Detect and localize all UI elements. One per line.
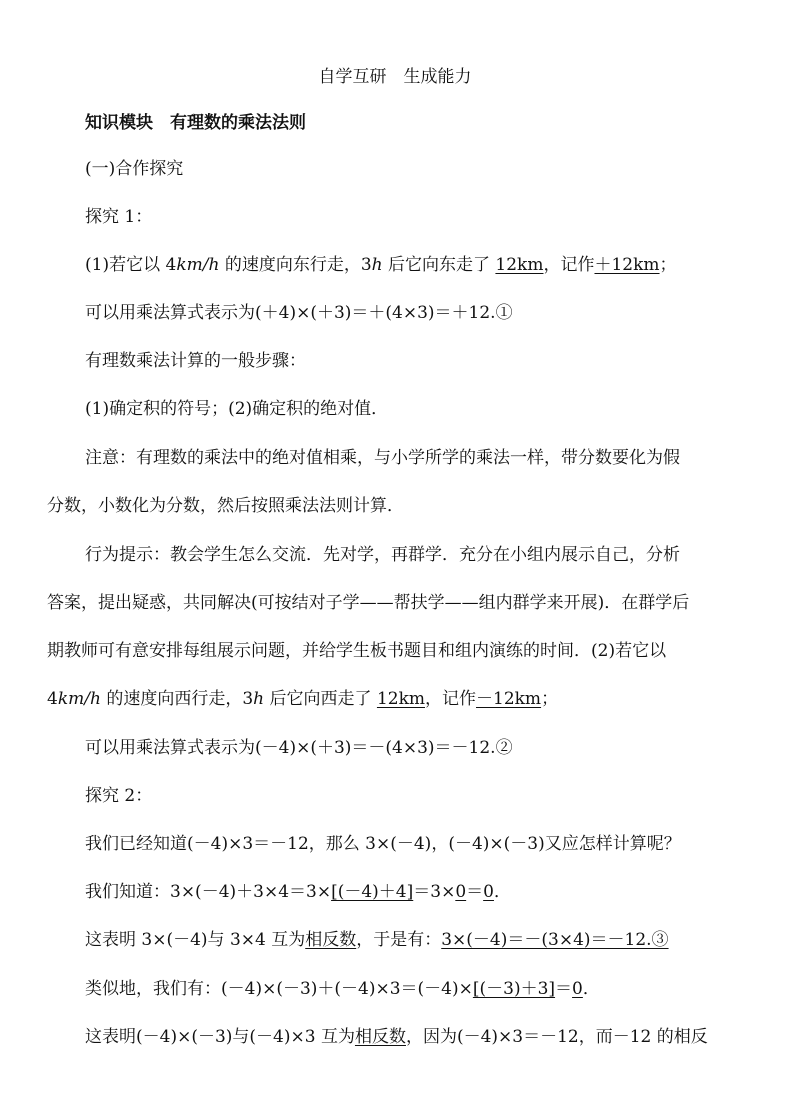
steps-intro: 有理数乘法计算的一般步骤： xyxy=(85,351,306,371)
explore2-label: 探究 2： xyxy=(85,786,153,806)
page-title: 自学互研 生成能力 xyxy=(318,67,472,87)
answer-blank: [(－4)＋4] xyxy=(331,882,414,902)
tip-paragraph-line: 行为提示：教会学生怎么交流．先对学，再群学．充分在小组内展示自己，分析 xyxy=(85,545,680,565)
answer-blank: ＋12km xyxy=(594,255,660,275)
explore2-question: 我们已经知道(－4)×3＝－12，那么 3×(－4)，(－4)×(－3)又应怎样计算呢？ xyxy=(85,834,681,854)
explore1-question1: (1)若它以 4km/h 的速度向东行走，3h 后它向东走了 12km，记作＋12km； xyxy=(85,255,677,275)
answer-blank: 0 xyxy=(455,882,467,902)
section-heading: (一)合作探究 xyxy=(85,159,184,179)
tip-paragraph-line: 期教师可有意安排每组展示问题，并给学生板书题目和组内演练的时间．(2)若它以 xyxy=(47,641,667,661)
explore1-label: 探究 1： xyxy=(85,207,153,227)
formula-2: 可以用乘法算式表示为(－4)×(＋3)＝－(4×3)＝－12.② xyxy=(85,738,513,758)
explore2-shows1: 这表明 3×(－4)与 3×4 互为相反数，于是有：3×(－4)＝－(3×4)＝－12.③ xyxy=(85,930,669,950)
note-paragraph-line: 注意：有理数的乘法中的绝对值相乘，与小学所学的乘法一样，带分数要化为假 xyxy=(85,448,680,468)
answer-blank: 12km xyxy=(495,255,544,275)
answer-blank: 相反数 xyxy=(354,1027,406,1047)
answer-blank: [(－3)＋3] xyxy=(472,979,556,999)
steps-text: (1)确定积的符号；(2)确定积的绝对值． xyxy=(85,399,389,419)
note-paragraph-line: 分数，小数化为分数，然后按照乘法法则计算． xyxy=(47,496,404,516)
explore1-question2: 4km/h 的速度向西行走，3h 后它向西走了 12km，记作－12km； xyxy=(47,689,559,709)
answer-blank: 0 xyxy=(572,979,583,999)
tip-paragraph-line: 答案，提出疑惑，共同解决(可按结对子学——帮扶学——组内群学来开展)．在群学后 xyxy=(47,593,690,613)
answer-blank: 12km xyxy=(376,689,425,709)
answer-blank: 0 xyxy=(483,882,494,902)
module-heading: 知识模块 有理数的乘法法则 xyxy=(85,113,306,133)
answer-blank: －12km xyxy=(476,689,542,709)
explore2-know: 我们知道：3×(－4)＋3×4＝3×[(－4)＋4]＝3×0＝0． xyxy=(85,882,511,902)
explore2-shows2: 这表明(－4)×(－3)与(－4)×3 互为相反数，因为(－4)×3＝－12，而－12 的相反 xyxy=(85,1027,708,1047)
answer-blank: 3×(－4)＝－(3×4)＝－12.③ xyxy=(441,930,669,950)
answer-blank: 相反数 xyxy=(305,930,357,950)
formula-1: 可以用乘法算式表示为(＋4)×(＋3)＝＋(4×3)＝＋12.① xyxy=(85,303,513,323)
explore2-similar: 类似地，我们有：(－4)×(－3)＋(－4)×3＝(－4)×[(－3)＋3]＝0． xyxy=(85,979,600,999)
